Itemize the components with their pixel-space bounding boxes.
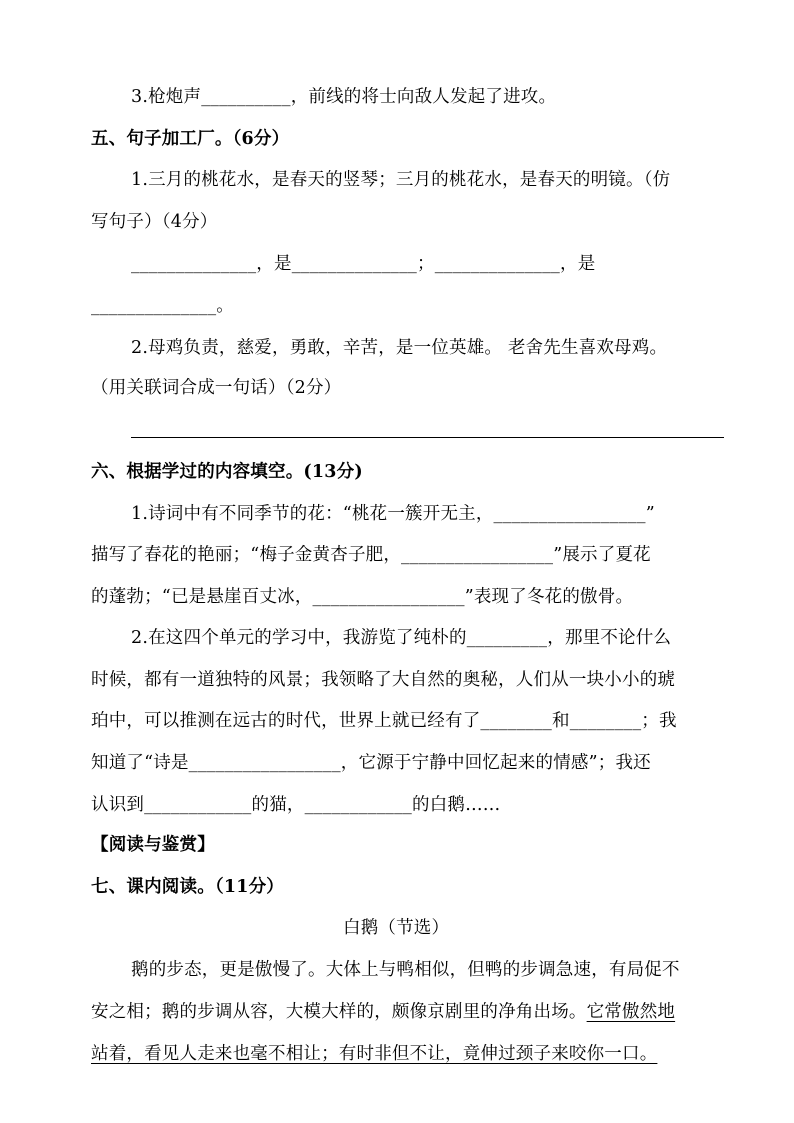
sec5-q1-line1: 1.三月的桃花水，是春天的竖琴；三月的桃花水，是春天的明镜。（仿 — [131, 170, 671, 190]
sec5-q2-line1: 2.母鸡负责，慈爱，勇敢，辛苦，是一位英雄。 老舍先生喜欢母鸡。 — [131, 338, 668, 358]
sec5-heading: 五、句子加工厂。（6分） — [91, 129, 290, 149]
passage-line2-text: 安之相；鹅的步调从容，大模大样的，颇像京剧里的净角出场。 — [91, 1002, 587, 1022]
sec5-q2-line2: （用关联词合成一句话）（2分） — [91, 378, 342, 398]
sec5-q1-answer-line2: ______________。 — [91, 296, 234, 316]
passage-line1: 鹅的步态，更是傲慢了。大体上与鸭相似，但鸭的步调急速，有局促不 — [131, 960, 680, 980]
sec5-q2-answer-line — [131, 437, 724, 438]
sec6-q2-line5: 认识到____________的猫，____________的白鹅…… — [91, 795, 501, 815]
passage-line2-underlined: 它常傲然地 — [586, 1002, 676, 1022]
sec5-q1-line2: 写句子）（4分） — [91, 212, 218, 232]
sec5-q1-answer-line1: ______________，是______________；______________，是 — [131, 254, 596, 274]
reading-section-label: 【阅读与鉴赏】 — [91, 835, 215, 855]
sec4-question-3: 3.枪炮声__________，前线的将士向敌人发起了进攻。 — [131, 87, 557, 107]
sec6-q2-line1: 2.在这四个单元的学习中，我游览了纯朴的_________，那里不论什么 — [131, 628, 672, 648]
sec6-q1-line2: 描写了春花的艳丽；“梅子金黄杏子肥，_________________”展示了夏花 — [91, 545, 651, 565]
sec6-q2-line3: 珀中，可以推测在远古的时代，世界上就已经有了________和________；我 — [91, 711, 677, 731]
passage-line2 — [91, 1004, 675, 1022]
passage-line3-underlined: 站着，看见人走来也毫不相让；有时非但不让，竟伸过颈子来咬你一口。 — [91, 1044, 658, 1064]
sec6-q2-line4: 知道了“诗是_________________，它源于宁静中回忆起来的情感”；我还 — [91, 753, 651, 773]
sec6-q1-line3: 的蓬勃；“已是悬崖百丈冰，_________________”表现了冬花的傲骨。 — [91, 587, 634, 607]
passage-title: 白鹅（节选） — [343, 918, 450, 938]
sec7-heading: 七、课内阅读。（11分） — [91, 877, 285, 897]
sec6-heading: 六、根据学过的内容填空。(13分) — [91, 462, 363, 482]
sec6-q2-line2: 时候，都有一道独特的风景；我领略了大自然的奥秘，人们从一块小小的琥 — [91, 670, 676, 690]
sec6-q1-line1: 1.诗词中有不同季节的花：“桃花一簇开无主，_________________” — [131, 504, 655, 524]
